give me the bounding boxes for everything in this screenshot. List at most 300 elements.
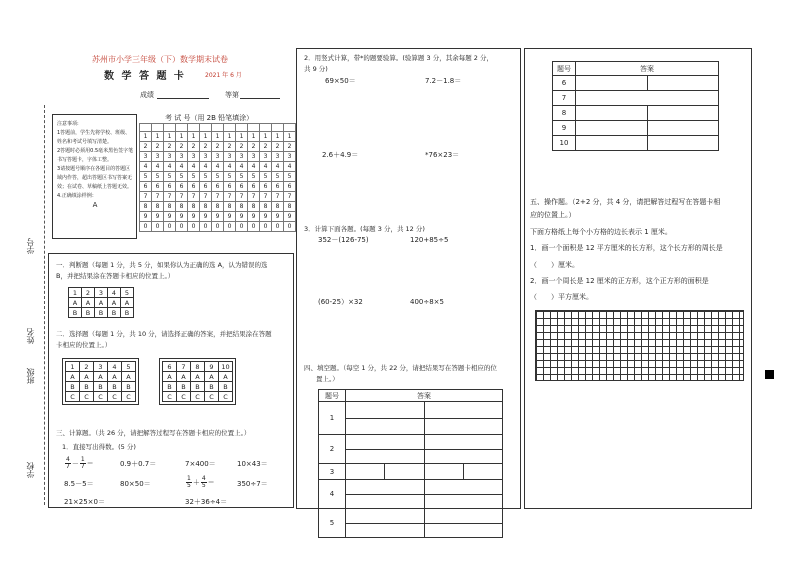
q2-answer-grid-b[interactable] (159, 358, 236, 405)
calc-item: *76×23＝ (425, 151, 460, 159)
q-num: 6 (163, 362, 177, 372)
answer-cell[interactable] (648, 76, 719, 91)
exam-no-bubble[interactable]: 3 (260, 152, 272, 162)
row-no: 1 (319, 402, 346, 435)
note-line: 效；在试卷、草稿纸上答题无效。 (57, 184, 133, 190)
exam-no-bubble[interactable]: 1 (152, 132, 164, 142)
answer-cell[interactable] (648, 106, 719, 121)
q-num: 10 (219, 362, 233, 372)
answer-cell[interactable] (346, 435, 425, 450)
row-no: 8 (553, 106, 576, 121)
exam-no-bubble[interactable]: 9 (152, 212, 164, 222)
exam-no-bubble[interactable]: 6 (176, 182, 188, 192)
exam-no-bubble[interactable]: 4 (224, 162, 236, 172)
calc-item: 400÷8×5 (410, 298, 444, 306)
answer-cell[interactable] (576, 91, 719, 106)
exam-no-digit-box[interactable] (212, 124, 224, 132)
exam-no-bubble[interactable]: 1 (164, 132, 176, 142)
answer-cell[interactable] (346, 464, 385, 480)
row-no: 2 (319, 435, 346, 464)
exam-no-bubble[interactable]: 7 (260, 192, 272, 202)
exam-no-digit-box[interactable] (248, 124, 260, 132)
option-a[interactable]: A (219, 372, 233, 382)
exam-no-bubble[interactable]: 7 (140, 192, 152, 202)
answer-cell[interactable] (424, 480, 503, 495)
q2-title-1: 二．选择题（每题 1 分，共 10 分，请选择正确的答案，并把结果涂在答题 (56, 330, 272, 338)
exam-no-bubble[interactable]: 2 (236, 142, 248, 152)
q3-item: 350÷7＝ (237, 480, 268, 488)
exam-no-bubble[interactable]: 6 (248, 182, 260, 192)
option-c[interactable]: C (163, 392, 177, 402)
exam-no-bubble[interactable]: 3 (248, 152, 260, 162)
exam-no-bubble[interactable]: 5 (200, 172, 212, 182)
q-num: 5 (121, 288, 134, 298)
answer-cell[interactable] (346, 494, 425, 509)
note-line: 域内作答，超出答题区书写答案无 (57, 175, 133, 181)
calc-item: 120+85÷5 (410, 236, 449, 244)
calc-item: 7.2－1.8＝ (425, 77, 462, 85)
q-num: 8 (191, 362, 205, 372)
exam-date: 2021 年 6 月 (205, 72, 242, 79)
exam-no-bubble[interactable]: 4 (212, 162, 224, 172)
exam-no-bubble[interactable]: 5 (152, 172, 164, 182)
row-no: 3 (319, 464, 346, 480)
exam-no-bubble[interactable]: 9 (236, 212, 248, 222)
exam-no-bubble[interactable]: 8 (176, 202, 188, 212)
exam-no-bubble[interactable]: 8 (272, 202, 284, 212)
answer-cell[interactable] (576, 136, 648, 151)
exam-no-bubble[interactable]: 5 (140, 172, 152, 182)
exam-no-bubble[interactable]: 4 (284, 162, 296, 172)
exam-no-bubble[interactable]: 2 (188, 142, 200, 152)
exam-no-bubble[interactable]: 3 (140, 152, 152, 162)
option-c[interactable]: C (177, 392, 191, 402)
option-b[interactable]: B (219, 382, 233, 392)
exam-no-bubble[interactable]: 7 (224, 192, 236, 202)
exam-no-bubble[interactable]: 4 (236, 162, 248, 172)
exam-no-bubble[interactable]: 0 (200, 222, 212, 232)
exam-no-digit-box[interactable] (284, 124, 296, 132)
option-a[interactable]: A (205, 372, 219, 382)
exam-no-digit-box[interactable] (260, 124, 272, 132)
exam-no-bubble[interactable]: 3 (188, 152, 200, 162)
exam-no-bubble[interactable]: 7 (152, 192, 164, 202)
answer-cell[interactable] (424, 418, 503, 435)
q-num: 1 (69, 288, 82, 298)
q3-item: 32＋36÷4＝ (185, 498, 228, 506)
col-head-answer: 答案 (346, 390, 503, 402)
q1-answer-grid[interactable] (68, 287, 134, 318)
exam-no-bubble[interactable]: 9 (200, 212, 212, 222)
q-num: 4 (108, 288, 121, 298)
exam-no-bubble[interactable]: 6 (224, 182, 236, 192)
exam-no-bubble[interactable]: 8 (284, 202, 296, 212)
option-b[interactable]: B (82, 308, 95, 318)
exam-no-bubble[interactable]: 6 (260, 182, 272, 192)
answer-cell[interactable] (424, 402, 503, 419)
answer-cell[interactable] (385, 464, 424, 480)
note-line: 姓名和考试号填写清楚。 (57, 139, 113, 145)
graph-paper-grid[interactable] (535, 310, 744, 381)
calc-item: 69×50＝ (325, 77, 356, 85)
exam-no-digit-box[interactable] (164, 124, 176, 132)
notes-content (57, 120, 133, 210)
exam-no-bubble[interactable]: 9 (260, 212, 272, 222)
answer-cell[interactable] (463, 464, 502, 480)
exam-no-bubble[interactable]: 8 (212, 202, 224, 212)
calc-item: 352－(126-75) (318, 236, 369, 244)
q3-sub2-2: 共 9 分) (304, 65, 328, 73)
exam-no-bubble[interactable]: 2 (176, 142, 188, 152)
exam-no-bubble[interactable]: 0 (188, 222, 200, 232)
exam-no-bubble[interactable]: 9 (176, 212, 188, 222)
q5-line: 1．画一个面积是 12 平方厘米的长方形，这个长方形的周长是 (530, 244, 723, 252)
q5-line: 下面方格纸上每个小方格的边长表示 1 厘米。 (530, 228, 672, 236)
score-label: 成绩 (140, 91, 154, 99)
exam-no-digit-box[interactable] (152, 124, 164, 132)
q4-title-2: 置上。） (316, 375, 339, 383)
option-c[interactable]: C (108, 392, 122, 402)
q1-title-1: 一．判断题（每题 1 分，共 5 分，如果你认为正确的选 A，认为错误的选 (56, 261, 268, 269)
answer-cell[interactable] (346, 449, 425, 464)
q-num: 9 (205, 362, 219, 372)
option-b[interactable]: B (122, 382, 136, 392)
exam-no-bubble[interactable]: 4 (164, 162, 176, 172)
exam-no-bubble[interactable]: 5 (188, 172, 200, 182)
exam-no-digit-box[interactable] (224, 124, 236, 132)
option-b[interactable]: B (80, 382, 94, 392)
q3-frac-1: $\frac{4}{7}$ － $\frac{1}{7}$ ＝ (66, 456, 94, 470)
page-marker-square (765, 370, 774, 379)
option-b[interactable]: B (66, 382, 80, 392)
exam-no-bubble[interactable]: 5 (212, 172, 224, 182)
answer-cell[interactable] (346, 480, 425, 495)
q4-answer-table[interactable] (318, 389, 503, 538)
q3-item: 7×400＝ (185, 460, 216, 468)
exam-no-bubble[interactable]: 4 (248, 162, 260, 172)
exam-no-digit-box[interactable] (236, 124, 248, 132)
exam-no-bubble[interactable]: 2 (200, 142, 212, 152)
exam-no-bubble[interactable]: 0 (260, 222, 272, 232)
exam-no-bubble[interactable]: 3 (236, 152, 248, 162)
exam-title: 苏州市小学三年级（下）数学期末试卷 (92, 55, 228, 64)
exam-no-bubble[interactable]: 1 (176, 132, 188, 142)
exam-no-bubble[interactable]: 4 (188, 162, 200, 172)
q2-title-2: 卡相应的位置上。） (56, 341, 112, 349)
exam-no-bubble[interactable]: 1 (272, 132, 284, 142)
exam-no-bubble[interactable]: 8 (140, 202, 152, 212)
exam-no-bubble[interactable]: 0 (152, 222, 164, 232)
option-a[interactable]: A (66, 372, 80, 382)
exam-no-bubble[interactable]: 7 (188, 192, 200, 202)
exam-no-bubble[interactable]: 9 (188, 212, 200, 222)
exam-no-bubble[interactable]: 4 (152, 162, 164, 172)
exam-no-bubble[interactable]: 1 (224, 132, 236, 142)
answer-cell[interactable] (576, 76, 648, 91)
answer-cell[interactable] (576, 121, 648, 136)
answer-cell[interactable] (648, 136, 719, 151)
exam-no-bubble[interactable]: 4 (272, 162, 284, 172)
exam-no-bubble[interactable]: 2 (164, 142, 176, 152)
q5-line: （ ）平方厘米。 (530, 293, 593, 301)
exam-no-digit-box[interactable] (200, 124, 212, 132)
option-c[interactable]: C (122, 392, 136, 402)
exam-no-bubble[interactable]: 7 (272, 192, 284, 202)
option-b[interactable]: B (108, 382, 122, 392)
exam-no-bubble[interactable]: 6 (152, 182, 164, 192)
option-b[interactable]: B (177, 382, 191, 392)
exam-no-bubble[interactable]: 1 (140, 132, 152, 142)
exam-no-bubble[interactable]: 7 (200, 192, 212, 202)
exam-no-bubble[interactable]: 1 (200, 132, 212, 142)
exam-no-bubble[interactable]: 1 (284, 132, 296, 142)
exam-no-bubble[interactable]: 3 (212, 152, 224, 162)
exam-no-bubble[interactable]: 7 (248, 192, 260, 202)
exam-no-bubble[interactable]: 3 (176, 152, 188, 162)
q3-frac-2: $\frac{1}{5}$ ＋ $\frac{4}{5}$ ＝ (187, 475, 215, 489)
option-c[interactable]: C (66, 392, 80, 402)
option-a[interactable]: A (121, 298, 134, 308)
exam-no-bubble[interactable]: 0 (176, 222, 188, 232)
q-num: 7 (177, 362, 191, 372)
exam-no-bubble[interactable]: 0 (212, 222, 224, 232)
exam-no-bubble[interactable]: 2 (224, 142, 236, 152)
exam-no-bubble[interactable]: 4 (260, 162, 272, 172)
exam-no-bubble[interactable]: 6 (272, 182, 284, 192)
score-line[interactable] (157, 98, 209, 99)
option-c[interactable]: C (80, 392, 94, 402)
q-num: 2 (82, 288, 95, 298)
note-line: 书写答题卡，字体工整。 (57, 157, 113, 163)
exam-no-bubble[interactable]: 9 (140, 212, 152, 222)
exam-no-bubble[interactable]: 1 (248, 132, 260, 142)
option-a[interactable]: A (177, 372, 191, 382)
exam-no-bubble[interactable]: 0 (248, 222, 260, 232)
answer-cell[interactable] (576, 106, 648, 121)
option-a[interactable]: A (108, 298, 121, 308)
exam-no-bubble[interactable]: 2 (272, 142, 284, 152)
q-num: 2 (80, 362, 94, 372)
col-head-no: 题号 (319, 390, 346, 402)
option-a[interactable]: A (108, 372, 122, 382)
exam-no-bubble[interactable]: 8 (236, 202, 248, 212)
q3-sub3: 3．计算下面各题。(每题 3 分，共 12 分) (304, 225, 425, 233)
answer-cell[interactable] (424, 449, 503, 464)
q5-line: 2．画一个周长是 12 厘米的正方形，这个正方形的面积是 (530, 277, 709, 285)
exam-no-bubble[interactable]: 2 (248, 142, 260, 152)
exam-no-bubble[interactable]: 1 (212, 132, 224, 142)
exam-no-bubble[interactable]: 7 (236, 192, 248, 202)
exam-no-bubble[interactable]: 4 (140, 162, 152, 172)
option-a[interactable]: A (163, 372, 177, 382)
calc-item: (60-25）×32 (318, 298, 363, 306)
exam-no-bubble[interactable]: 2 (212, 142, 224, 152)
exam-no-bubble[interactable]: 5 (224, 172, 236, 182)
exam-no-bubble[interactable]: 2 (140, 142, 152, 152)
row-no: 5 (319, 509, 346, 538)
option-b[interactable]: B (108, 308, 121, 318)
exam-no-bubble[interactable]: 1 (236, 132, 248, 142)
name-label: 姓名 (26, 328, 35, 344)
exam-no-bubble[interactable]: 0 (272, 222, 284, 232)
exam-no-bubble[interactable]: 3 (152, 152, 164, 162)
exam-no-bubble[interactable]: 6 (200, 182, 212, 192)
option-b[interactable]: B (95, 308, 108, 318)
answer-cell[interactable] (346, 509, 425, 524)
answer-cell[interactable] (424, 464, 463, 480)
q1-title-2: B，并把结果涂在答题卡相应的位置上。） (56, 272, 175, 280)
q3-sub1: 1．直接写出得数。(5 分) (62, 443, 136, 451)
note-line: 4.正确填涂样例： (57, 193, 97, 199)
exam-no-bubble[interactable]: 6 (140, 182, 152, 192)
exam-no-bubble[interactable]: 9 (164, 212, 176, 222)
exam-no-bubble[interactable]: 3 (164, 152, 176, 162)
option-a[interactable]: A (122, 372, 136, 382)
exam-no-bubble[interactable]: 6 (164, 182, 176, 192)
exam-no-bubble[interactable]: 6 (284, 182, 296, 192)
exam-no-bubble[interactable]: 7 (212, 192, 224, 202)
option-b[interactable]: B (94, 382, 108, 392)
exam-no-bubble[interactable]: 8 (188, 202, 200, 212)
exam-no-bubble[interactable]: 5 (236, 172, 248, 182)
exam-no-bubble[interactable]: 7 (176, 192, 188, 202)
note-line: 2答题时必须用0.5毫米黑色签字笔 (57, 148, 134, 154)
exam-no-bubble[interactable]: 4 (176, 162, 188, 172)
card-title: 数 学 答 题 卡 (104, 71, 186, 82)
option-a[interactable]: A (191, 372, 205, 382)
q5-line: 应的位置上。） (530, 211, 576, 219)
exam-no-bubble[interactable]: 5 (272, 172, 284, 182)
exam-no-bubble[interactable]: 8 (200, 202, 212, 212)
row-no: 10 (553, 136, 576, 151)
exam-no-label: 考 试 号（用 2B 铅笔填涂） (165, 114, 254, 122)
exam-no-bubble[interactable]: 5 (248, 172, 260, 182)
option-a[interactable]: A (80, 372, 94, 382)
exam-no-bubble[interactable]: 5 (176, 172, 188, 182)
exam-no-bubble[interactable]: 3 (272, 152, 284, 162)
option-a[interactable]: A (69, 298, 82, 308)
q5-line: 五、操作题。（2+2 分，共 4 分，请把解答过程写在答题卡相 (530, 198, 721, 206)
col-head-no: 题号 (553, 62, 576, 76)
q3-sub2-1: 2．用竖式计算，带*的题要验算。(验算题 3 分，其余每题 2 分， (304, 54, 493, 62)
exam-no-bubble[interactable]: 4 (200, 162, 212, 172)
answer-cell[interactable] (424, 494, 503, 509)
exam-no-bubble[interactable]: 8 (260, 202, 272, 212)
note-line: 3请按题号顺序在各题目的答题区 (57, 166, 131, 172)
exam-no-bubble[interactable]: 3 (200, 152, 212, 162)
exam-no-bubble[interactable]: 9 (224, 212, 236, 222)
col-head-answer: 答案 (576, 62, 719, 76)
option-b[interactable]: B (121, 308, 134, 318)
option-b[interactable]: B (191, 382, 205, 392)
exam-no-bubble[interactable]: 1 (188, 132, 200, 142)
exam-no-digit-box[interactable] (188, 124, 200, 132)
q3-item: 80×50＝ (120, 480, 151, 488)
exam-no-bubble[interactable]: 2 (284, 142, 296, 152)
exam-no-bubble[interactable]: 2 (152, 142, 164, 152)
answer-cell[interactable] (346, 523, 425, 538)
exam-no-bubble[interactable]: 5 (164, 172, 176, 182)
exam-no-bubble[interactable]: 6 (188, 182, 200, 192)
exam-no-bubble[interactable]: 5 (284, 172, 296, 182)
answer-cell[interactable] (648, 121, 719, 136)
exam-no-bubble[interactable]: 0 (164, 222, 176, 232)
exam-no-bubble[interactable]: 0 (236, 222, 248, 232)
exam-no-bubble[interactable]: 6 (236, 182, 248, 192)
answer-cell[interactable] (424, 509, 503, 524)
exam-no-bubble[interactable]: 7 (284, 192, 296, 202)
option-a[interactable]: A (82, 298, 95, 308)
exam-no-bubble[interactable]: 9 (284, 212, 296, 222)
exam-no-bubble[interactable]: 9 (272, 212, 284, 222)
exam-no-bubble[interactable]: 9 (212, 212, 224, 222)
option-b[interactable]: B (69, 308, 82, 318)
exam-no-bubble[interactable]: 2 (260, 142, 272, 152)
exam-no-bubble[interactable]: 9 (248, 212, 260, 222)
student-no-label: 学号 (26, 238, 35, 254)
q2-answer-grid-a[interactable] (62, 358, 139, 405)
exam-no-bubble[interactable]: 0 (284, 222, 296, 232)
option-c[interactable]: C (205, 392, 219, 402)
exam-no-bubble[interactable]: 8 (152, 202, 164, 212)
q3-item: 8.5－5＝ (64, 480, 94, 488)
option-b[interactable]: B (163, 382, 177, 392)
exam-no-bubble[interactable]: 5 (260, 172, 272, 182)
option-b[interactable]: B (205, 382, 219, 392)
exam-no-bubble[interactable]: 8 (224, 202, 236, 212)
exam-no-digit-box[interactable] (176, 124, 188, 132)
option-c[interactable]: C (191, 392, 205, 402)
exam-no-bubble[interactable]: 0 (224, 222, 236, 232)
row-no: 4 (319, 480, 346, 509)
binding-line (44, 105, 45, 505)
option-c[interactable]: C (219, 392, 233, 402)
q-num: 5 (122, 362, 136, 372)
row-no: 9 (553, 121, 576, 136)
q-num: 3 (94, 362, 108, 372)
exam-no-bubble[interactable]: 3 (284, 152, 296, 162)
row-no: 7 (553, 91, 576, 106)
class-label: 班级 (26, 368, 35, 384)
q3-title: 三、计算题。（共 26 分，请把解答过程写在答题卡相应的位置上。） (56, 429, 251, 437)
exam-no-bubble[interactable]: 0 (140, 222, 152, 232)
option-c[interactable]: C (94, 392, 108, 402)
grade-line[interactable] (240, 98, 280, 99)
option-a[interactable]: A (95, 298, 108, 308)
exam-no-digit-box[interactable] (272, 124, 284, 132)
exam-no-bubble[interactable]: 6 (212, 182, 224, 192)
exam-no-bubble[interactable]: 8 (164, 202, 176, 212)
exam-no-grid (139, 123, 296, 232)
answer-cell[interactable] (346, 402, 425, 419)
q3-item: 10×43＝ (237, 460, 268, 468)
q3-item: 21×25×0＝ (64, 498, 105, 506)
calc-item: 2.6＋4.9＝ (322, 151, 359, 159)
exam-no-bubble[interactable]: 7 (164, 192, 176, 202)
exam-no-bubble[interactable]: 3 (224, 152, 236, 162)
exam-no-bubble[interactable]: 8 (248, 202, 260, 212)
answer-cell[interactable] (424, 523, 503, 538)
answer-cell[interactable] (424, 435, 503, 450)
exam-no-bubble[interactable]: 1 (260, 132, 272, 142)
right-answer-table[interactable] (552, 61, 719, 151)
option-a[interactable]: A (94, 372, 108, 382)
q3-item: 0.9＋0.7＝ (120, 460, 157, 468)
answer-cell[interactable] (346, 418, 425, 435)
row-no: 6 (553, 76, 576, 91)
exam-no-digit-box[interactable] (140, 124, 152, 132)
q-num: 1 (66, 362, 80, 372)
